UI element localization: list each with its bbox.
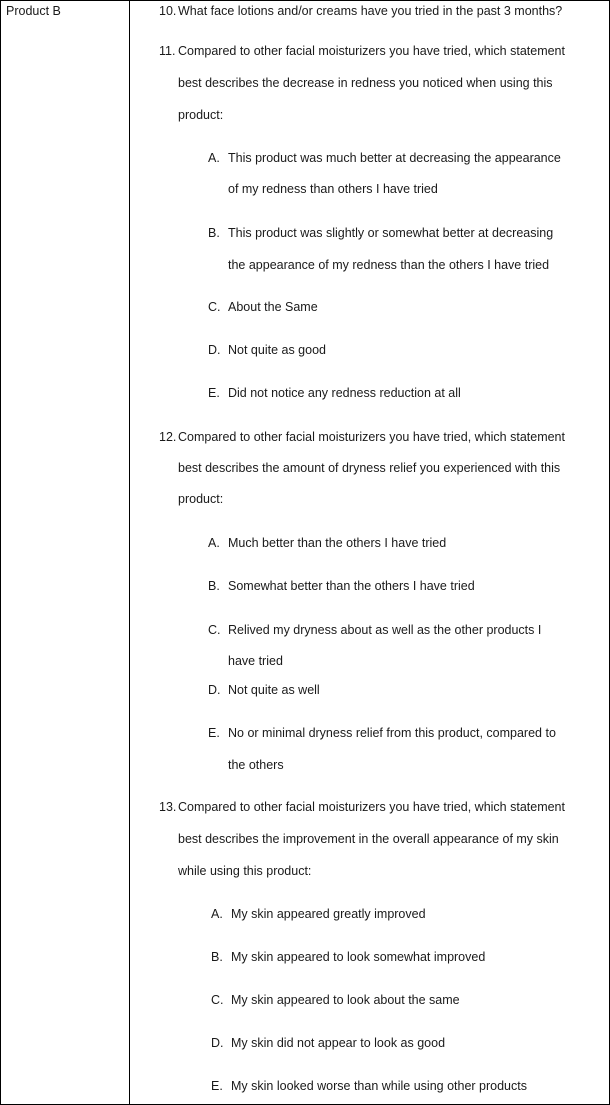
question-12-number: 12. — [159, 430, 177, 444]
q12-option-c-text: have tried — [228, 654, 283, 668]
question-10-text: What face lotions and/or creams have you tried in the past 3 months? — [178, 4, 563, 18]
q11-option-b-text: the appearance of my redness than the others I have tried — [228, 258, 550, 272]
q12-option-b-letter: B. — [208, 579, 220, 593]
q11-option-d-text: Not quite as good — [228, 343, 326, 357]
question-13-text-line: best describes the improvement in the overall appearance of my skin — [178, 832, 559, 846]
q11-option-c-text: About the Same — [228, 300, 318, 314]
question-11-number: 11. — [159, 44, 176, 58]
q11-option-a-text: This product was much better at decreasing the appearance — [228, 151, 561, 165]
q11-option-a-text: of my redness than others I have tried — [228, 182, 438, 196]
q12-option-c-letter: C. — [208, 623, 221, 637]
q13-option-d-text: My skin did not appear to look as good — [231, 1036, 446, 1050]
q13-option-a-text: My skin appeared greatly improved — [231, 907, 426, 921]
question-11-text-line: product: — [178, 108, 224, 122]
q12-option-a-text: Much better than the others I have tried — [228, 536, 447, 550]
q11-option-a-letter: A. — [208, 151, 220, 165]
question-12-text-line: Compared to other facial moisturizers you have tried, which statement — [178, 430, 565, 444]
q11-option-e-letter: E. — [208, 386, 220, 400]
question-12-text-line: product: — [178, 492, 224, 506]
question-11-text-line: Compared to other facial moisturizers you have tried, which statement — [178, 44, 565, 58]
q12-option-e-letter: E. — [208, 726, 220, 740]
product-label: Product B — [6, 4, 61, 18]
q13-option-e-letter: E. — [211, 1079, 223, 1093]
q11-option-e-text: Did not notice any redness reduction at all — [228, 386, 461, 400]
question-11-text-line: best describes the decrease in redness you noticed when using this — [178, 76, 553, 90]
q13-option-c-text: My skin appeared to look about the same — [231, 993, 460, 1007]
column-divider — [129, 0, 130, 1105]
q11-option-c-letter: C. — [208, 300, 221, 314]
q13-option-b-text: My skin appeared to look somewhat improved — [231, 950, 486, 964]
q12-option-a-letter: A. — [208, 536, 220, 550]
q12-option-e-text: No or minimal dryness relief from this product, compared to — [228, 726, 556, 740]
q12-option-c-text: Relived my dryness about as well as the other products I — [228, 623, 542, 637]
q12-option-e-text: the others — [228, 758, 284, 772]
question-13-text-line: while using this product: — [178, 864, 312, 878]
q12-option-d-letter: D. — [208, 683, 221, 697]
q13-option-d-letter: D. — [211, 1036, 224, 1050]
q13-option-b-letter: B. — [211, 950, 223, 964]
question-12-text-line: best describes the amount of dryness relief you experienced with this — [178, 461, 561, 475]
q12-option-d-text: Not quite as well — [228, 683, 320, 697]
q13-option-c-letter: C. — [211, 993, 224, 1007]
q11-option-b-text: This product was slightly or somewhat better at decreasing — [228, 226, 554, 240]
q13-option-e-text: My skin looked worse than while using other products — [231, 1079, 527, 1093]
q11-option-b-letter: B. — [208, 226, 220, 240]
question-10-number: 10. — [159, 4, 177, 18]
question-13-text-line: Compared to other facial moisturizers you have tried, which statement — [178, 800, 565, 814]
q11-option-d-letter: D. — [208, 343, 221, 357]
question-13-number: 13. — [159, 800, 177, 814]
q13-option-a-letter: A. — [211, 907, 223, 921]
q12-option-b-text: Somewhat better than the others I have tried — [228, 579, 475, 593]
